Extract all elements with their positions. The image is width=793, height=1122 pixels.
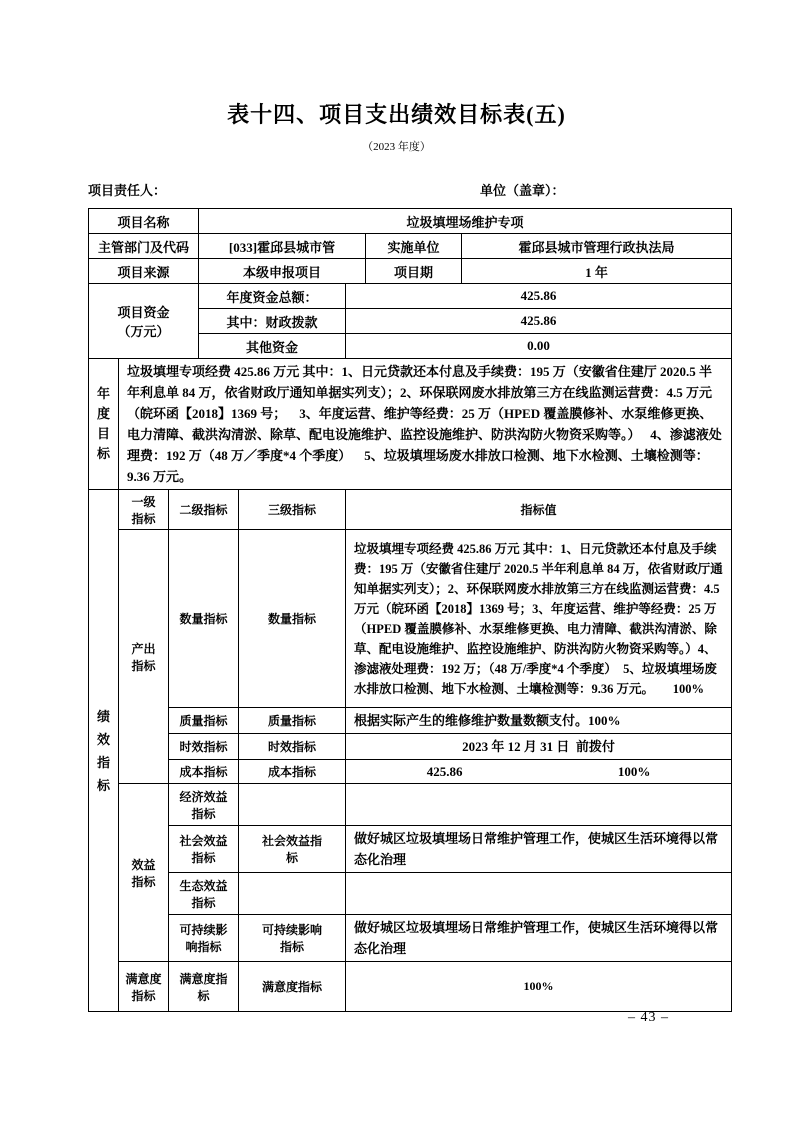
annual-goal-text: 垃圾填埋专项经费 425.86 万元 其中：1、日元贷款还本付息及手续费：195 万（安徽省住建厅 2020.5 半年利息单 84 万，依省财政厅通知单据实列支）；2、环保联网废水排放第三方在线监测运营费：4.5 万元（皖环函【2018】1369 号； 3、年度运营、维护等经费：25 万（HPED 覆盖膜修补、水泵维修更换、电力清障、截洪沟清淤、除草、配电设施维护、监控设施维护、防洪沟防火物资采购等。） 4、渗滤液处理费：192 万（48 万／季度*4 个季度） 5、垃圾填埋场废水排放口检测、地下水检测、土壤检测等：9.36 万元。 (119, 359, 732, 490)
sustainable-l3-cell (239, 915, 346, 962)
satisfaction-l3-text: 满意度指标 (262, 980, 323, 994)
sustainable-l3-text: 可持续影响指标 (262, 923, 323, 954)
period-value: 1 年 (462, 259, 732, 284)
period-label: 项目期 (366, 259, 462, 284)
cost-l3-cell: 成本指标 (239, 760, 346, 784)
timeliness-value-cell: 2023 年 12 月 31 日 前拨付 (346, 734, 732, 760)
quantity-l3-cell: 数量指标 (239, 530, 346, 708)
page-subtitle: （2023 年度） (362, 141, 431, 153)
funds-total-label: 年度资金总额： (199, 284, 346, 309)
performance-target-table (88, 208, 732, 1012)
quality-l3-cell: 质量指标 (239, 708, 346, 734)
quality-l2-cell: 质量指标 (169, 708, 239, 734)
output-group-label: 产出指标 (131, 641, 156, 673)
ecological-l2-cell (169, 873, 239, 915)
header-value: 指标值 (346, 490, 732, 530)
annual-goal-label-cell (89, 359, 119, 490)
output-group-cell (119, 530, 169, 784)
header-level1-text: 一级指标 (131, 494, 156, 526)
dept-value: [033]霍邱县城市管 (199, 234, 366, 259)
responsible-label: 项目责任人： (88, 183, 167, 198)
funds-fiscal-value: 425.86 (346, 309, 732, 334)
cost-value-split (349, 764, 728, 780)
page-title: 表十四、项目支出绩效目标表(五) (227, 102, 566, 127)
ecological-value-cell (346, 873, 732, 915)
sustainable-value-cell: 做好城区垃圾填埋场日常维护管理工作，使城区生活环境得以常态化治理 (346, 915, 732, 962)
timeliness-l2-cell: 时效指标 (169, 734, 239, 760)
table-row (89, 915, 732, 962)
table-row (89, 490, 732, 530)
cost-l2-cell: 成本指标 (169, 760, 239, 784)
source-label: 项目来源 (89, 259, 199, 284)
table-row (89, 259, 732, 284)
benefit-group-cell (119, 784, 169, 962)
meta-row (0, 180, 793, 200)
table-row (89, 234, 732, 259)
funds-other-label: 其他资金 (199, 334, 346, 359)
header-level3: 三级指标 (239, 490, 346, 530)
funds-total-value: 425.86 (346, 284, 732, 309)
table-row (89, 962, 732, 1012)
table-row (89, 784, 732, 826)
cost-value-cell (346, 760, 732, 784)
project-name-value: 垃圾填埋场维护专项 (199, 209, 732, 234)
satisfaction-value-cell: 100% (346, 962, 732, 1012)
social-l3-text: 社会效益指标 (262, 834, 323, 865)
quality-value-cell: 根据实际产生的维修维护数量数额支付。100% (346, 708, 732, 734)
social-l2-cell (169, 826, 239, 873)
funds-fiscal-label: 其中：财政拨款 (199, 309, 346, 334)
cost-amount: 425.86 (426, 763, 463, 779)
table-row (89, 209, 732, 234)
table-row (89, 530, 732, 708)
economic-l2-text: 经济效益指标 (179, 789, 228, 821)
table-row (89, 708, 732, 734)
header-level1 (119, 490, 169, 530)
timeliness-l3-cell: 时效指标 (239, 734, 346, 760)
project-name-label: 项目名称 (89, 209, 199, 234)
quantity-l2-cell: 数量指标 (169, 530, 239, 708)
header-level2: 二级指标 (169, 490, 239, 530)
annual-goal-label: 年度目标 (97, 386, 111, 461)
social-l3-cell (239, 826, 346, 873)
social-l2-text: 社会效益指标 (179, 834, 228, 865)
table-row (89, 734, 732, 760)
impl-unit-value: 霍邱县城市管理行政执法局 (462, 234, 732, 259)
satisfaction-l2-cell (169, 962, 239, 1012)
sustainable-l2-text: 可持续影响指标 (179, 923, 228, 954)
benefit-group-label: 效益指标 (131, 857, 156, 889)
ecological-l3-cell (239, 873, 346, 915)
impl-unit-label: 实施单位 (366, 234, 462, 259)
page-number: – 43 – (628, 1010, 669, 1025)
table-row (89, 760, 732, 784)
table-row (89, 873, 732, 915)
satisfaction-l1-cell: 满意度指标 (119, 962, 169, 1012)
economic-l3-cell (239, 784, 346, 826)
economic-l2-cell (169, 784, 239, 826)
dept-label: 主管部门及代码 (89, 234, 199, 259)
table-row (89, 359, 732, 490)
satisfaction-l3-cell (239, 962, 346, 1012)
ecological-l2-text: 生态效益指标 (179, 878, 228, 910)
table-row (89, 826, 732, 873)
funds-other-value: 0.00 (346, 334, 732, 359)
table-row (89, 284, 732, 309)
performance-label: 绩效指标 (97, 708, 111, 793)
performance-label-cell (89, 490, 119, 1012)
unit-seal-label: 单位（盖章）： (480, 183, 565, 198)
satisfaction-l2-text: 满意度指标 (179, 971, 228, 1003)
source-value: 本级申报项目 (199, 259, 366, 284)
social-value-cell: 做好城区垃圾填埋场日常维护管理工作，使城区生活环境得以常态化治理 (346, 826, 732, 873)
funds-label-cell (89, 284, 199, 359)
funds-label: 项目资金（万元） (117, 305, 170, 339)
economic-value-cell (346, 784, 732, 826)
cost-percent: 100% (617, 763, 651, 779)
sustainable-l2-cell (169, 915, 239, 962)
quantity-value-cell: 垃圾填埋专项经费 425.86 万元 其中：1、日元贷款还本付息及手续费：195 万（安徽省住建厅 2020.5 半年利息单 84 万，依省财政厅通知单据实列支）；2、环保联网废水排放第三方在线监测运营费：4.5 万元（皖环函【2018】1369 号；3、年度运营、维护等经费：25 万（HPED 覆盖膜修补、水泵维修更换、电力清障、截洪沟清淤、除草、配电设施维护、监控设施维护、防洪沟防火物资采购等。）4、渗滤液处理费：192 万；（48 万/季度*4 个季度） 5、垃圾填埋场废水排放口检测、地下水检测、土壤检测等：9.36 万元。 100% (346, 530, 732, 708)
